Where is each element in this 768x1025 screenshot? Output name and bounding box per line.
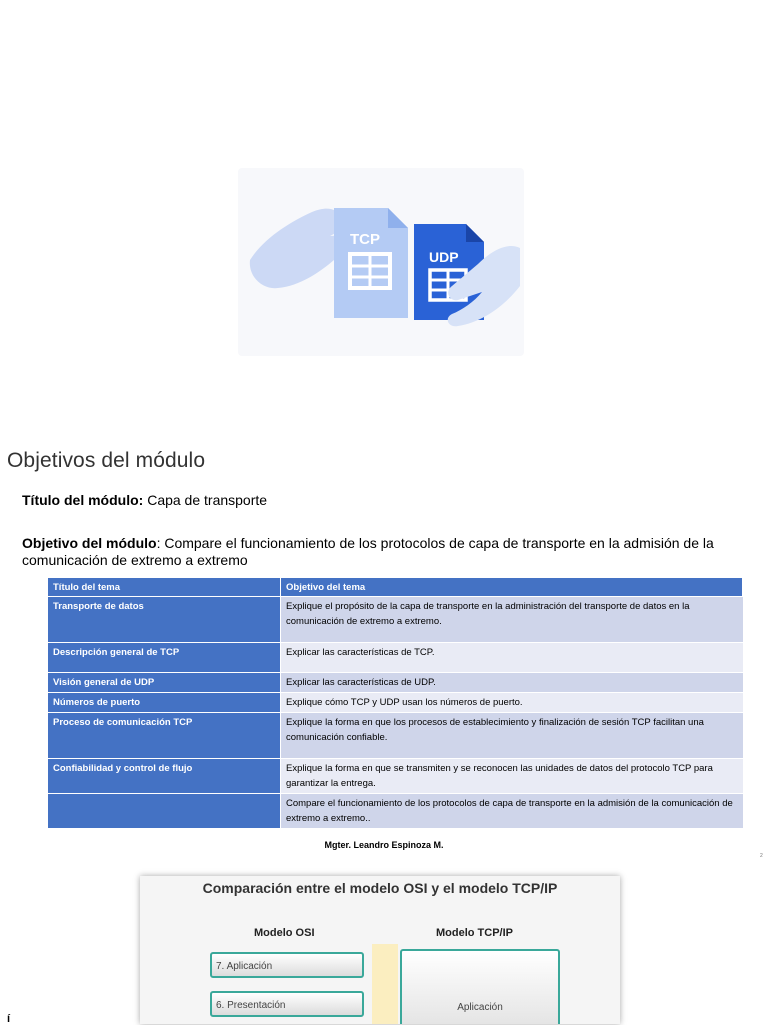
topic-cell: Proceso de comunicación TCP	[48, 713, 281, 759]
hero-illustration	[238, 168, 524, 356]
module-title-label: Título del módulo:	[22, 492, 144, 508]
tcpip-layer-label: Aplicación	[457, 1002, 503, 1013]
module-title-value: Capa de transporte	[143, 492, 268, 508]
table-row	[48, 673, 743, 693]
objective-cell: Explique la forma en que los procesos de establecimiento y finalización de sesión TCP facilitan una comunicación confiable.	[281, 713, 743, 759]
table-header-row	[48, 578, 743, 597]
topic-cell	[48, 794, 281, 829]
module-objective	[22, 535, 722, 569]
tcpip-column-header: Modelo TCP/IP	[436, 927, 513, 939]
tcp-udp-illustration	[238, 168, 524, 356]
module-objective-value: : Compare el funcionamiento de los protocolos de capa de transporte en la admisión de la comunicación de extremo a extremo	[22, 535, 714, 568]
stray-character: í	[7, 1013, 11, 1025]
osi-tcpip-figure	[140, 876, 620, 1024]
udp-label: UDP	[429, 249, 459, 265]
osi-layer-presentation: 6. Presentación	[210, 991, 364, 1017]
column-header-objective: Objetivo del tema	[281, 578, 743, 597]
column-header-topic: Título del tema	[48, 578, 281, 597]
objective-cell: Explique el propósito de la capa de transporte en la administración del transporte de datos en la comunicación de extremo a extremo.	[281, 597, 743, 643]
module-objective-label: Objetivo del módulo	[22, 535, 157, 551]
topic-cell: Números de puerto	[48, 693, 281, 713]
tcp-document-icon	[334, 208, 408, 318]
objective-cell: Explicar las características de TCP.	[281, 643, 743, 673]
tcpip-layer-application	[400, 949, 560, 1024]
author-credit: Mgter. Leandro Espinoza M.	[324, 840, 444, 850]
layer-connector-strip	[372, 944, 398, 1024]
osi-column-header: Modelo OSI	[254, 927, 315, 939]
objective-cell: Explicar las características de UDP.	[281, 673, 743, 693]
table-row	[48, 693, 743, 713]
page-number: 2	[760, 853, 763, 859]
section-title: Objetivos del módulo	[7, 449, 206, 472]
tcp-label: TCP	[350, 231, 380, 248]
objective-cell: Compare el funcionamiento de los protocolos de capa de transporte en la admisión de la comunicación de extremo a extremo..	[281, 794, 743, 829]
topics-table	[48, 578, 743, 828]
table-row	[48, 759, 743, 794]
objective-cell: Explique la forma en que se transmiten y se reconocen las unidades de datos del protocolo TCP para garantizar la entrega.	[281, 759, 743, 794]
topic-cell: Transporte de datos	[48, 597, 281, 643]
figure-title: Comparación entre el modelo OSI y el modelo TCP/IP	[202, 880, 558, 896]
objective-cell: Explique cómo TCP y UDP usan los números de puerto.	[281, 693, 743, 713]
topic-cell: Visión general de UDP	[48, 673, 281, 693]
table-row	[48, 713, 743, 759]
topic-cell: Confiabilidad y control de flujo	[48, 759, 281, 794]
osi-layer-application: 7. Aplicación	[210, 952, 364, 978]
table-row	[48, 643, 743, 673]
topic-cell: Descripción general de TCP	[48, 643, 281, 673]
table-row	[48, 794, 743, 829]
table-row	[48, 597, 743, 643]
module-title-line	[22, 492, 267, 508]
